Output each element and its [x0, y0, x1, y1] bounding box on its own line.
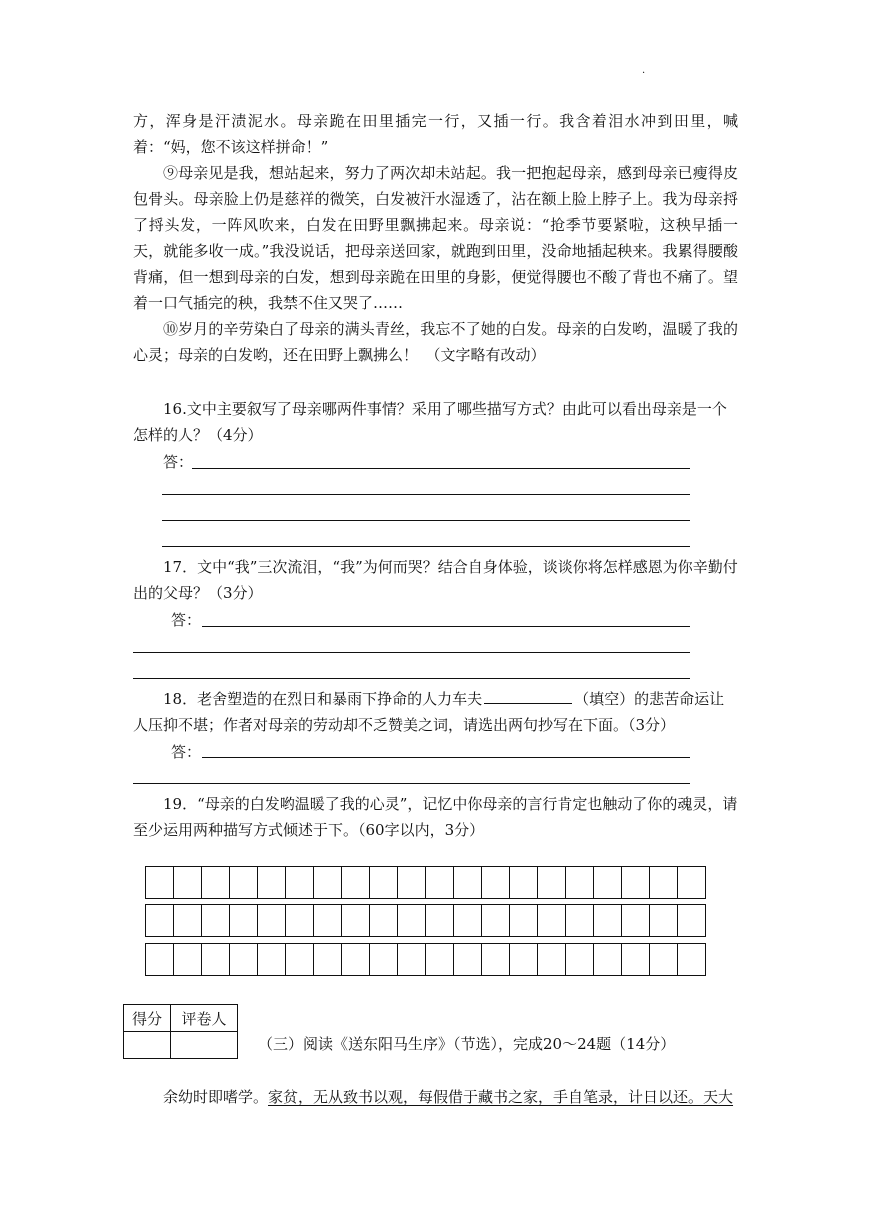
- paragraph-9: ⑨母亲见是我，想站起来，努力了两次却未站起。我一把抱起母亲，感到母亲已瘦得皮包骨头。母亲脸上仍是慈祥的微笑，白发被汗水湿透了，沾在额上脸上脖子上。我为母亲捋了捋头发，一阵风吹来，白发在田野里飘拂起来。母亲说：“抢季节要紧啦，这秧早插一天，就能多收一成。”我没说话，把母亲送回家，就跑到田里，没命地插起秧来。我累得腰酸背痛，但一想到母亲的白发，想到母亲跪在田里的身影，便觉得腰也不酸了背也不痛了。望着一口气插完的秧，我禁不住又哭了……: [133, 164, 738, 312]
- writing-grid-row-2[interactable]: [145, 904, 706, 937]
- answer-label-17: 答：: [171, 611, 202, 629]
- writing-grid-row-1[interactable]: [145, 866, 706, 899]
- paragraph-continued: 方，浑身是汗渍泥水。母亲跪在田里插完一行，又插一行。我含着泪水冲到田里，喊着：“妈，您不该这样拼命！”: [133, 112, 738, 156]
- answer-line-18-2[interactable]: [133, 783, 690, 784]
- writing-grid-row-3[interactable]: [145, 943, 706, 976]
- grader-header: 评卷人: [171, 1005, 238, 1032]
- question-17: 17．文中“我”三次流泪，“我”为何而哭？结合自身体验，谈谈你将怎样感恩为你辛勤付出的父母？（3分）: [133, 558, 738, 602]
- answer-line-16-1[interactable]: [192, 468, 690, 469]
- question-18: 18．老舍塑造的在烈日和暴雨下挣命的人力车夫 （填空）的悲苦命运让人压抑不堪；作者对母亲的劳动却不乏赞美之词，请选出两句抄写在下面。（3分）: [133, 686, 738, 738]
- grader-cell[interactable]: [171, 1032, 238, 1059]
- answer-line-18-1[interactable]: [202, 757, 690, 758]
- answer-line-17-3[interactable]: [133, 678, 690, 679]
- fill-blank-18[interactable]: [484, 686, 572, 704]
- score-cell[interactable]: [124, 1032, 171, 1059]
- underlined-sentence: 家贫，无从致书以观，每假借于藏书之家，手自笔录，计日以还。天大: [268, 1088, 734, 1106]
- page-marker: .: [642, 65, 646, 76]
- answer-label-16: 答：: [163, 453, 194, 471]
- last-paragraph: 余幼时即嗜学。家贫，无从致书以观，每假借于藏书之家，手自笔录，计日以还。天大: [163, 1088, 734, 1106]
- answer-label-18: 答：: [171, 743, 202, 761]
- question-19: 19．“母亲的白发哟温暖了我的心灵”，记忆中你母亲的言行肯定也触动了你的魂灵，请至少运用两种描写方式倾述于下。（60字以内，3分）: [133, 795, 738, 839]
- answer-line-16-3[interactable]: [162, 520, 690, 521]
- answer-line-16-4[interactable]: [162, 546, 690, 547]
- score-table: [123, 1004, 238, 1059]
- answer-line-17-1[interactable]: [202, 626, 690, 627]
- score-header: 得分: [124, 1005, 171, 1032]
- paragraph-10: ⑩岁月的辛劳染白了母亲的满头青丝，我忘不了她的白发。母亲的白发哟，温暖了我的心灵；母亲的白发哟，还在田野上飘拂么！ （文字略有改动）: [133, 320, 738, 364]
- question-16: 16.文中主要叙写了母亲哪两件事情？采用了哪些描写方式？由此可以看出母亲是一个怎样的人？（4分）: [133, 400, 727, 444]
- answer-line-17-2[interactable]: [133, 652, 690, 653]
- section-3-heading: （三）阅读《送东阳马生序》（节选），完成20～24题（14分）: [258, 1035, 676, 1053]
- answer-line-16-2[interactable]: [162, 494, 690, 495]
